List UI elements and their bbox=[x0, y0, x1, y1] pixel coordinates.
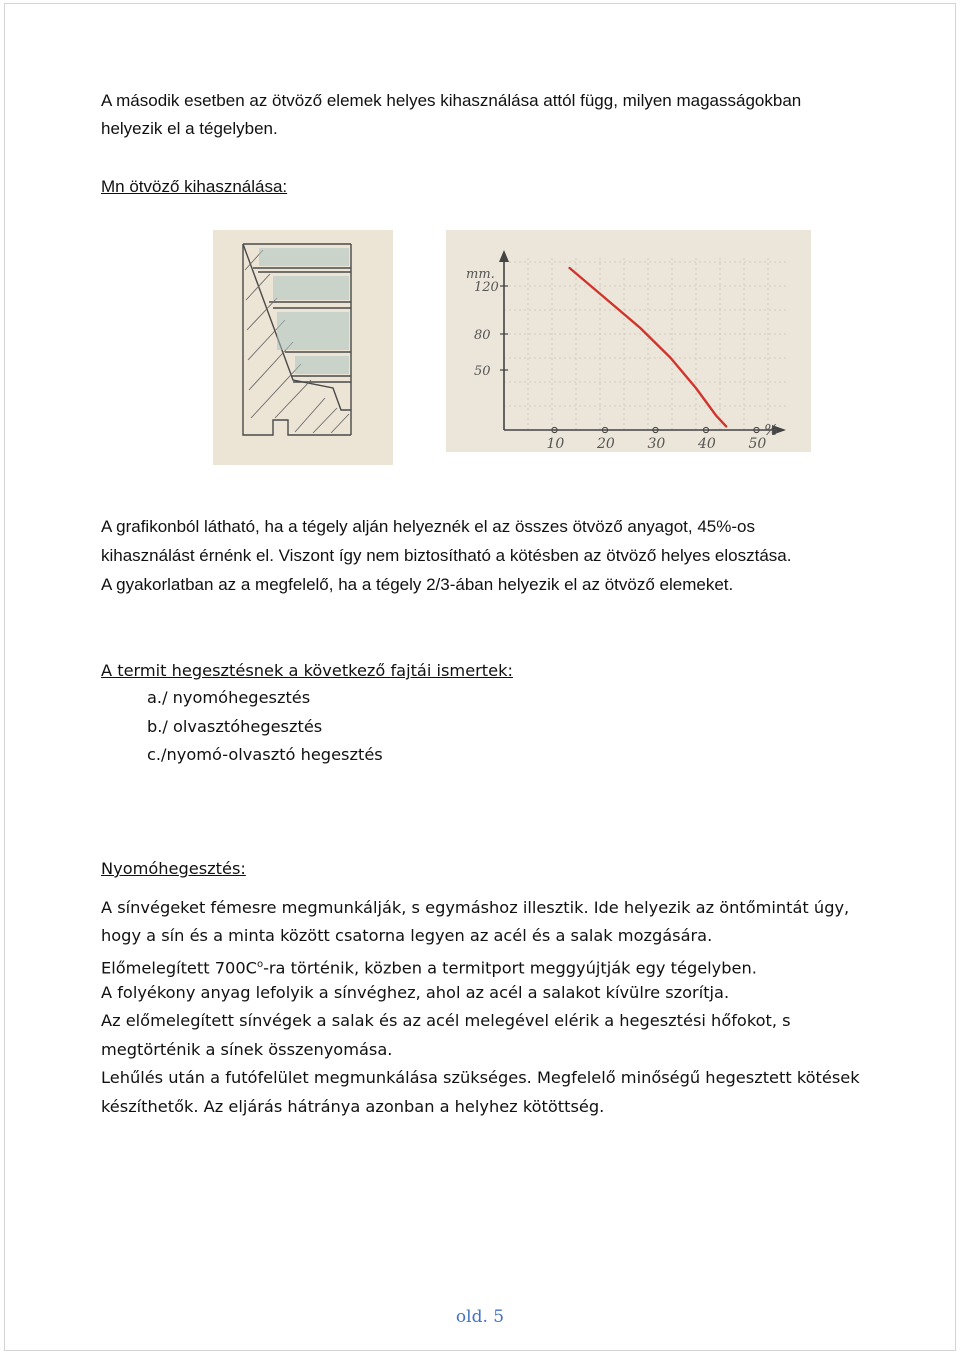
list-item-a: a./ nyomóhegesztés bbox=[147, 688, 311, 707]
crucible-sketch bbox=[213, 230, 393, 465]
chart-svg bbox=[446, 230, 811, 452]
chart-series bbox=[570, 268, 727, 426]
para1-line-2: kihasználást érnénk el. Viszont így nem biztosítható a kötésben az ötvöző helyes elosztása. bbox=[101, 546, 792, 565]
chart-grid bbox=[504, 258, 786, 430]
y-tick-label: 80 bbox=[474, 328, 491, 343]
list-item-b: b./ olvasztóhegesztés bbox=[147, 717, 323, 736]
x-tick-label: 50 bbox=[748, 436, 767, 452]
para1-line-3: A gyakorlatban az a megfelelő, ha a tégely 2/3-ában helyezik el az ötvöző elemeket. bbox=[101, 575, 734, 594]
mn-heading: Mn ötvöző kihasználása: bbox=[101, 177, 288, 196]
degree-sup: o bbox=[256, 959, 264, 970]
chart-axes bbox=[499, 250, 786, 435]
y-tick-label: 120 bbox=[474, 280, 499, 295]
x-unit-label: % bbox=[764, 421, 779, 439]
intro-line-1: A második esetben az ötvöző elemek helyes kihasználása attól függ, milyen magasságokban bbox=[101, 91, 802, 110]
body-line-3-start: Előmelegített 700C bbox=[101, 958, 257, 978]
list-item-c: c./nyomó-olvasztó hegesztés bbox=[147, 745, 383, 764]
body-line-2: hogy a sín és a minta között csatorna legyen az acél és a salak mozgására. bbox=[101, 926, 713, 945]
intro-line-2: helyezik el a tégelyben. bbox=[101, 119, 278, 138]
body-line-5: Az előmelegített sínvégek a salak és az acél melegével elérik a hegesztési hőfokot, s bbox=[101, 1011, 791, 1030]
x-tick-label: 20 bbox=[597, 436, 615, 452]
y-axis-arrow bbox=[499, 250, 509, 262]
y-tick-label: 50 bbox=[474, 364, 491, 379]
para1-line-1: A grafikonból látható, ha a tégely alján helyeznék el az összes ötvöző anyagot, 45%-os bbox=[101, 517, 755, 536]
termit-heading: A termit hegesztésnek a következő fajtái ismertek: bbox=[101, 661, 513, 680]
y-unit-label: mm. bbox=[466, 267, 495, 282]
mn-utilization-chart bbox=[446, 230, 811, 452]
series-line bbox=[570, 268, 727, 426]
chart-ticks bbox=[466, 267, 778, 452]
crucible-sketch-drawing bbox=[213, 230, 393, 465]
x-tick-label: 10 bbox=[546, 436, 565, 452]
body-line-1: A sínvégeket fémesre megmunkálják, s egymáshoz illesztik. Ide helyezik az öntőmintát úgy, bbox=[101, 898, 850, 917]
page-number: old. 5 bbox=[455, 1307, 505, 1327]
x-tick-label: 40 bbox=[698, 436, 716, 452]
body-line-8: készíthetők. Az eljárás hátránya azonban a helyhez kötöttség. bbox=[101, 1097, 605, 1116]
body-line-6: megtörténik a sínek összenyomása. bbox=[101, 1040, 393, 1059]
nyomo-heading: Nyomóhegesztés: bbox=[101, 859, 246, 878]
x-tick-label: 30 bbox=[647, 436, 666, 452]
body-line-3-rest: -ra történik, közben a termitport meggyújtják egy tégelyben. bbox=[263, 958, 757, 978]
body-line-3 bbox=[101, 951, 757, 982]
body-line-4: A folyékony anyag lefolyik a sínvéghez, ahol az acél a salakot kívülre szorítja. bbox=[101, 983, 730, 1002]
body-line-7: Lehűlés után a futófelület megmunkálása szükséges. Megfelelő minőségű hegesztett kötések bbox=[101, 1068, 860, 1087]
